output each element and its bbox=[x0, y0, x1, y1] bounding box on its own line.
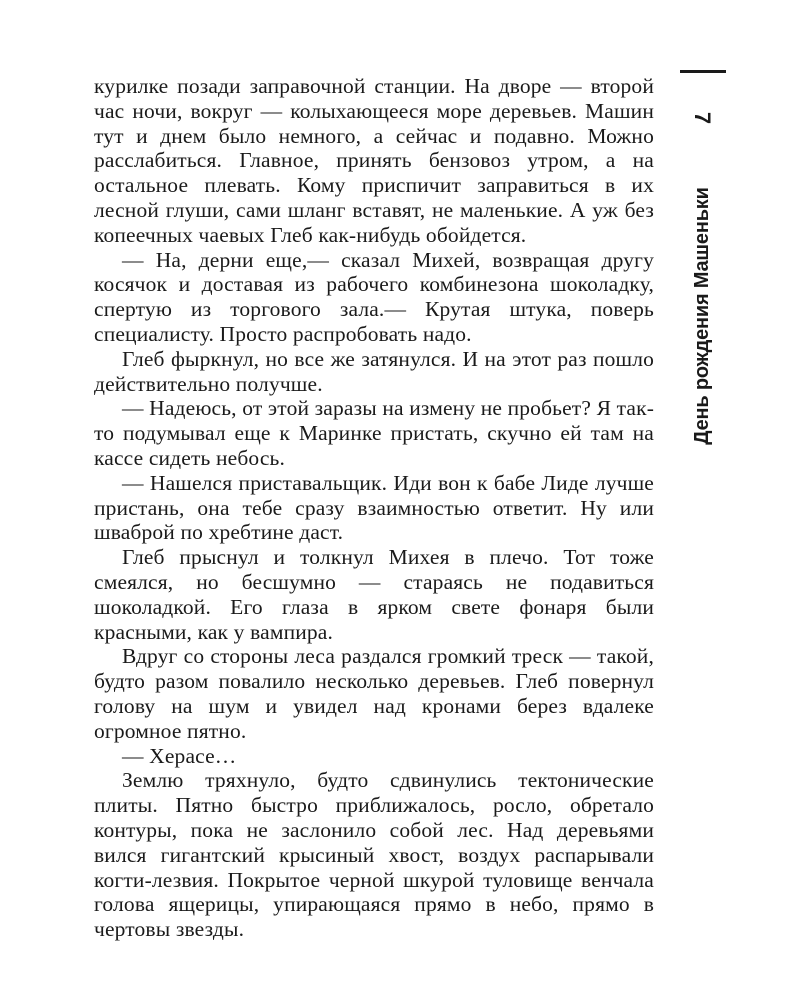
paragraph: курилке позади заправочной станции. На дворе — второй час ночи, вокруг — колыхающееся море деревьев. Машин тут и днем было немного, а сейчас и подавно. Можно расслабиться. Главное, принять бензовоз утром, а на остальное плевать. Кому приспичит заправиться в их лесной глуши, сами шланг вставят, не маленькие. А уж без копеечных чаевых Глеб как-нибудь обойдется. bbox=[94, 74, 654, 247]
paragraph: Землю тряхнуло, будто сдвинулись тектонические плиты. Пятно быстро приближалось, росло, обретало контуры, пока не заслонило собой лес. Над деревьями вился гигантский крысиный хвост, воздух распарывали когти-лезвия. Покрытое черной шкурой туловище венчала голова ящерицы, упирающаяся прямо в небо, прямо в чертовы звезды. bbox=[94, 768, 654, 942]
paragraph: Глеб фыркнул, но все же затянулся. И на этот раз пошло действительно получше. bbox=[94, 346, 654, 396]
paragraph: Глеб прыснул и толкнул Михея в плечо. Тот тоже смеялся, но бесшумно — стараясь не подавиться шоколадкой. Его глаза в ярком свете фонаря были красными, как у вампира. bbox=[94, 545, 654, 644]
paragraph: — Надеюсь, от этой заразы на измену не пробьет? Я так-то подумывал еще к Маринке пристать, скучно ей там на кассе сидеть небось. bbox=[94, 396, 654, 470]
paragraph: — На, дерни еще,— сказал Михей, возвращая другу косячок и доставая из рабочего комбинезона шоколадку, спертую из торгового зала.— Крутая штука, поверь специалисту. Просто распробовать надо. bbox=[94, 247, 654, 346]
body-text bbox=[94, 74, 654, 942]
paragraph: — Херасе… bbox=[122, 743, 237, 768]
paragraph: — Нашелся приставальщик. Иди вон к бабе Лиде лучше пристань, она тебе сразу взаимностью ответит. Ну или шваброй по хребтине даст. bbox=[94, 470, 654, 545]
page-number: 7 bbox=[690, 111, 715, 125]
header-rule bbox=[680, 70, 726, 73]
paragraph: Вдруг со стороны леса раздался громкий треск — такой, будто разом повалило несколько деревьев. Глеб повернул голову на шум и увидел над кронами берез вдалеке огромное пятно. bbox=[94, 644, 654, 743]
running-title: День рождения Машеньки bbox=[691, 187, 713, 445]
